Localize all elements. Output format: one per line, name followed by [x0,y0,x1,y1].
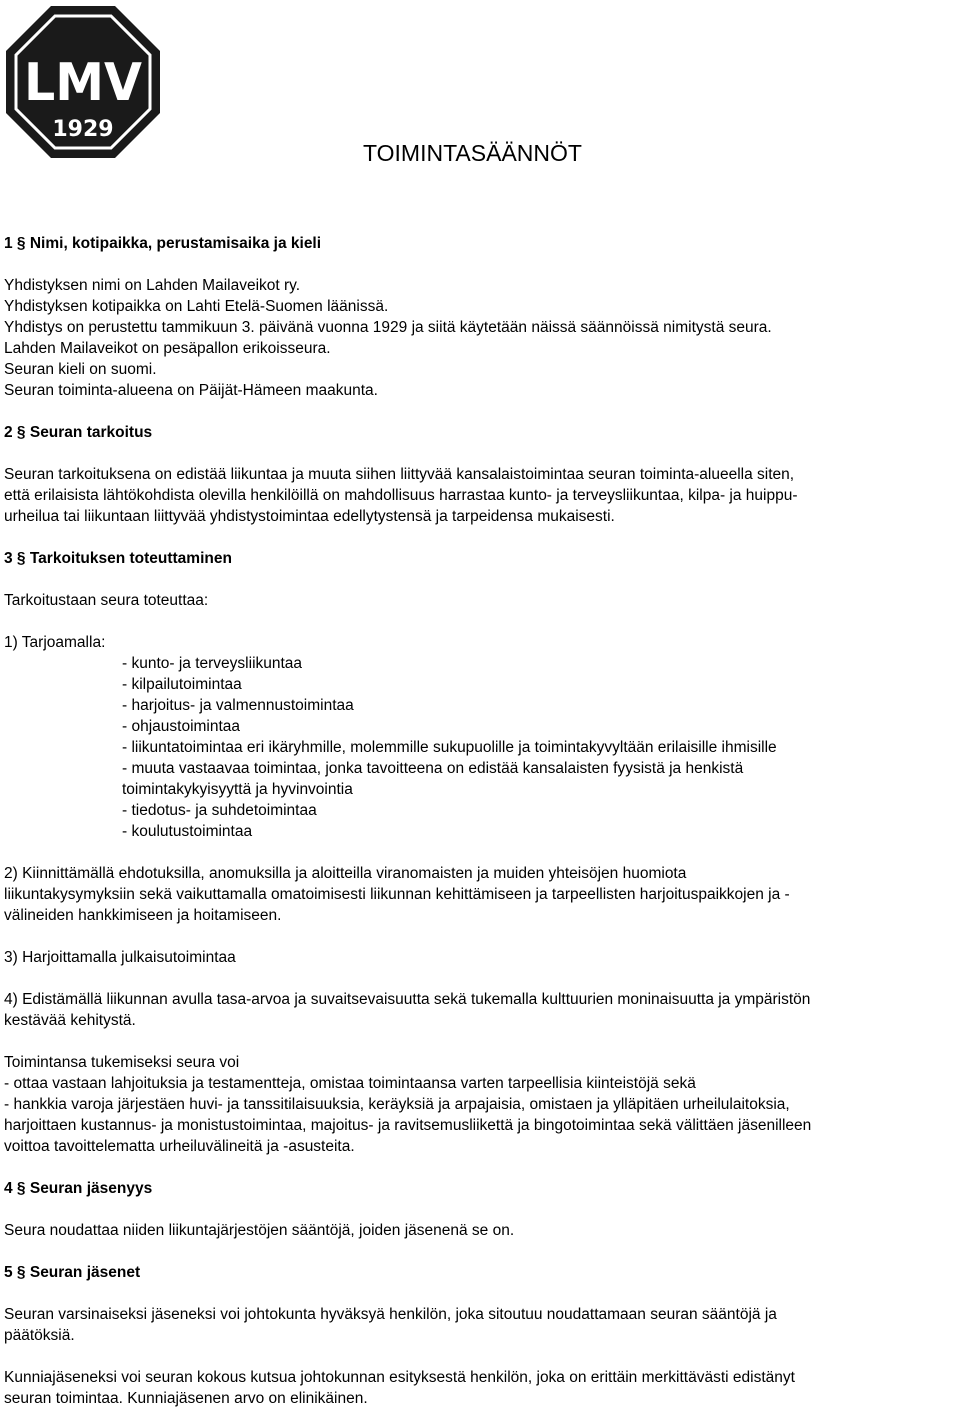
text-line: 2) Kiinnittämällä ehdotuksilla, anomuksilla ja aloitteilla viranomaisten ja muiden yhteisöjen huomiota [4,865,687,882]
list-item: - kunto- ja terveysliikuntaa [122,655,303,672]
text-line: Kunniajäseneksi voi seuran kokous kutsua johtokunnan esityksestä henkilön, joka on erittäin merkittävästi edistänyt [4,1369,795,1386]
text-line: Seuran toiminta-alueena on Päijät-Hämeen maakunta. [4,382,378,399]
section-3-intro: Tarkoitustaan seura toteuttaa: [4,592,209,609]
text-line: 4) Edistämällä liikunnan avulla tasa-arvoa ja suvaitsevaisuutta sekä tukemalla kulttuurien moninaisuutta ja ympäristön [4,991,811,1008]
section-2-heading: 2 § Seuran tarkoitus [4,424,153,441]
text-line: seuran toimintaa. Kunniajäsenen arvo on elinikäinen. [4,1390,368,1407]
text-line: Yhdistyksen nimi on Lahden Mailaveikot ry. [4,277,301,294]
logo-year: 1929 [52,117,114,142]
section-3-item-1-list [4,653,956,842]
text-line: Seuran varsinaiseksi jäseneksi voi johtokunta hyväksyä henkilön, joka sitoutuu noudattamaan seuran sääntöjä ja [4,1306,777,1323]
text-line: voittoa tavoittelematta urheiluvälineitä ja -asusteita. [4,1138,355,1155]
text-line: - ottaa vastaan lahjoituksia ja testamentteja, omistaa toimintaansa varten tarpeellisia kiinteistöjä sekä [4,1075,696,1092]
section-4-text: Seura noudattaa niiden liikuntajärjestöjen sääntöjä, joiden jäsenenä se on. [4,1222,515,1239]
text-line: päätöksiä. [4,1327,75,1344]
list-item: - koulutustoimintaa [122,823,253,840]
section-5-paragraph-2 [4,1367,956,1409]
section-2-text [4,464,956,527]
list-item: - ohjaustoimintaa [122,718,241,735]
text-line: Seuran tarkoituksena on edistää liikuntaa ja muuta siihen liittyvää kansalaistoimintaa seuran toiminta-alueella siten, [4,466,795,483]
list-item: toimintakykyisyyttä ja hyvinvointia [122,781,353,798]
text-line: Toimintansa tukemiseksi seura voi [4,1054,240,1071]
list-item: - muuta vastaavaa toimintaa, jonka tavoitteena on edistää kansalaisten fyysistä ja henkistä [122,760,744,777]
section-3-support [4,1052,956,1157]
club-logo [4,4,162,160]
page-title: TOIMINTASÄÄNNÖT [363,140,582,166]
text-line: Lahden Mailaveikot on pesäpallon erikoisseura. [4,340,331,357]
list-item: - harjoitus- ja valmennustoimintaa [122,697,354,714]
text-line: urheilua tai liikuntaan liittyvää yhdistystoimintaa edellytystensä ja tarpeidensa mukaisesti. [4,508,615,525]
section-3-item-2 [4,863,956,926]
text-line: Seuran kieli on suomi. [4,361,157,378]
logo-letters: LMV [24,53,142,113]
text-line: Yhdistys on perustettu tammikuun 3. päivänä vuonna 1929 ja siitä käytetään näissä säännöissä nimitystä seura. [4,319,772,336]
text-line: että erilaisista lähtökohdista olevilla henkilöillä on mahdollisuus harrastaa kunto- ja terveysliikuntaa, kilpa- ja huippu- [4,487,798,504]
section-1-heading: 1 § Nimi, kotipaikka, perustamisaika ja kieli [4,235,322,252]
text-line: harjoittaen kustannus- ja monistustoimintaa, majoitus- ja ravitsemusliikettä ja bingotoimintaa sekä välittäen jäsenilleen [4,1117,812,1134]
section-3-item-3: 3) Harjoittamalla julkaisutoimintaa [4,949,236,966]
document-body [4,233,956,1409]
list-item: - liikuntatoimintaa eri ikäryhmille, molemmille sukupuolille ja toimintakyvyltään erilaisille ihmisille [122,739,777,756]
section-1-text [4,275,956,401]
text-line: - hankkia varoja järjestäen huvi- ja tanssitilaisuuksia, keräyksiä ja arpajaisia, omistaen ja ylläpitäen urheilulaitoksia, [4,1096,790,1113]
list-item: - kilpailutoimintaa [122,676,242,693]
section-3-item-4 [4,989,956,1031]
text-line: liikuntakysymyksiin sekä vaikuttamalla omatoimisesti liikunnan kehittämiseen ja tarpeellisten harjoituspaikkojen ja - [4,886,790,903]
section-4-heading: 4 § Seuran jäsenyys [4,1180,153,1197]
section-3-heading: 3 § Tarkoituksen toteuttaminen [4,550,232,567]
section-5-paragraph-1 [4,1304,956,1346]
section-5-heading: 5 § Seuran jäsenet [4,1264,141,1281]
text-line: Yhdistyksen kotipaikka on Lahti Etelä-Suomen läänissä. [4,298,389,315]
section-3-item-1: 1) Tarjoamalla: [4,634,106,651]
text-line: välineiden hankkimiseen ja hoitamiseen. [4,907,282,924]
text-line: kestävää kehitystä. [4,1012,136,1029]
list-item: - tiedotus- ja suhdetoimintaa [122,802,317,819]
